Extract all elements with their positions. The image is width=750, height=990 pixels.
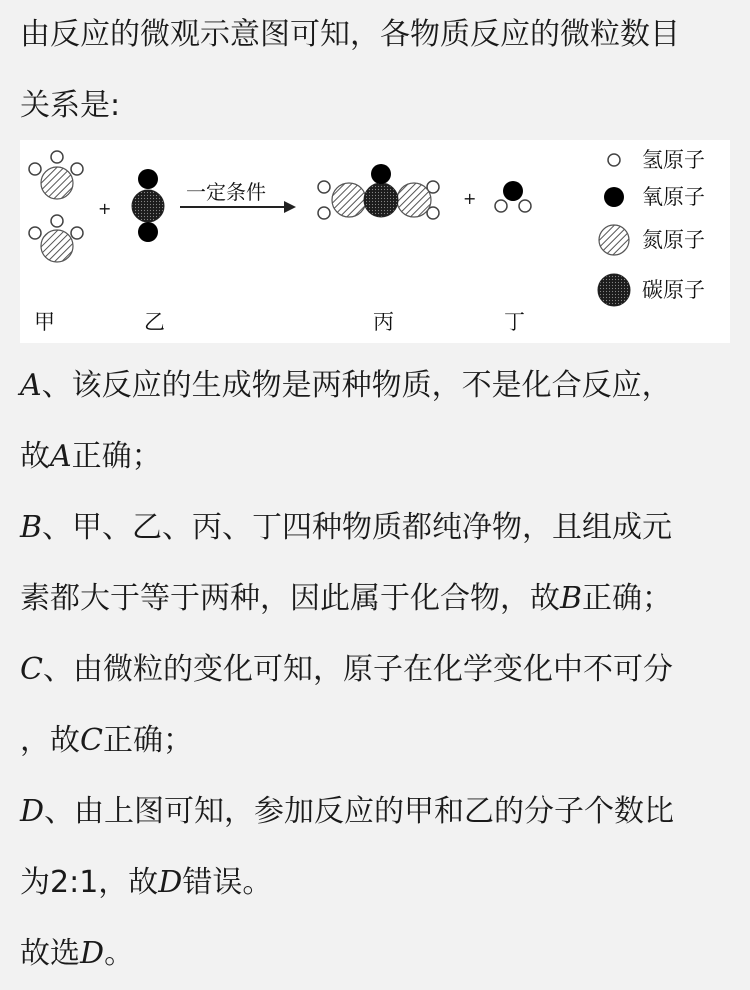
option-c-text-2: ，故 bbox=[20, 723, 80, 758]
option-c-line-1 bbox=[20, 650, 730, 690]
label-bing: 丙 bbox=[373, 310, 394, 334]
legend bbox=[598, 148, 705, 306]
option-c-text: 、由微粒的变化可知，原子在化学变化中不可分 bbox=[42, 652, 673, 687]
conclusion-end: 。 bbox=[104, 936, 135, 971]
option-d-verdict: 错误。 bbox=[182, 865, 273, 900]
molecule-bing bbox=[318, 164, 439, 219]
plus-sign-right: + bbox=[463, 189, 477, 208]
option-b-letter: B bbox=[20, 510, 43, 545]
molecule-jia-2 bbox=[29, 215, 83, 262]
legend-oxygen: 氧原子 bbox=[642, 185, 705, 209]
molecule-jia-1 bbox=[29, 151, 83, 199]
option-d-text: 、由上图可知，参加反应的甲和乙的分子个数比 bbox=[44, 794, 675, 829]
option-a-text: 、该反应的生成物是两种物质，不是化合反应， bbox=[41, 368, 672, 403]
reaction-diagram-svg bbox=[20, 140, 730, 343]
oxygen-legend-icon bbox=[604, 187, 624, 207]
option-b-line-1 bbox=[20, 508, 730, 548]
option-b-text: 、甲、乙、丙、丁四种物质都纯净物，且组成元 bbox=[42, 510, 673, 545]
option-a-line-1 bbox=[20, 366, 730, 406]
label-ding: 丁 bbox=[504, 310, 525, 334]
label-yi: 乙 bbox=[144, 310, 165, 334]
hydrogen-legend-icon bbox=[608, 154, 620, 166]
option-b-letter-2: B bbox=[560, 581, 583, 616]
conclusion-line bbox=[20, 934, 730, 974]
molecule-ding bbox=[495, 181, 531, 212]
conclusion-answer: D bbox=[80, 936, 105, 971]
option-a-letter: A bbox=[20, 368, 42, 403]
reaction-diagram bbox=[20, 140, 730, 343]
option-c-letter-2: C bbox=[80, 723, 103, 758]
option-d-letter-2: D bbox=[158, 865, 183, 900]
option-a-verdict: 正确； bbox=[71, 439, 162, 474]
legend-nitrogen: 氮原子 bbox=[642, 228, 705, 252]
reaction-condition: 一定条件 bbox=[186, 180, 266, 204]
option-a-text-2: 故 bbox=[20, 439, 50, 474]
conclusion-text: 故选 bbox=[20, 936, 80, 971]
option-d-line-2 bbox=[20, 863, 730, 903]
legend-carbon: 碳原子 bbox=[642, 278, 705, 302]
molecule-yi bbox=[132, 169, 164, 242]
legend-hydrogen: 氢原子 bbox=[642, 148, 705, 172]
option-c-letter: C bbox=[20, 652, 43, 687]
option-b-verdict: 正确； bbox=[582, 581, 673, 616]
option-d-letter: D bbox=[20, 794, 45, 829]
option-d-line-1 bbox=[20, 792, 730, 832]
nitrogen-legend-icon bbox=[599, 225, 629, 255]
option-d-text-2: 为2:1，故 bbox=[20, 865, 159, 900]
carbon-legend-icon bbox=[598, 274, 630, 306]
option-c-line-2 bbox=[20, 721, 730, 761]
intro-line-1: 由反应的微观示意图可知，各物质反应的微粒数目 bbox=[20, 17, 680, 52]
option-a-line-2 bbox=[20, 437, 730, 477]
option-c-verdict: 正确； bbox=[102, 723, 193, 758]
intro-line-2: 关系是: bbox=[20, 88, 121, 123]
plus-sign-left: + bbox=[98, 199, 112, 218]
option-b-text-2: 素都大于等于两种，因此属于化合物，故 bbox=[20, 581, 560, 616]
label-jia: 甲 bbox=[34, 310, 55, 334]
option-a-letter-2: A bbox=[50, 439, 72, 474]
option-b-line-2 bbox=[20, 579, 730, 619]
